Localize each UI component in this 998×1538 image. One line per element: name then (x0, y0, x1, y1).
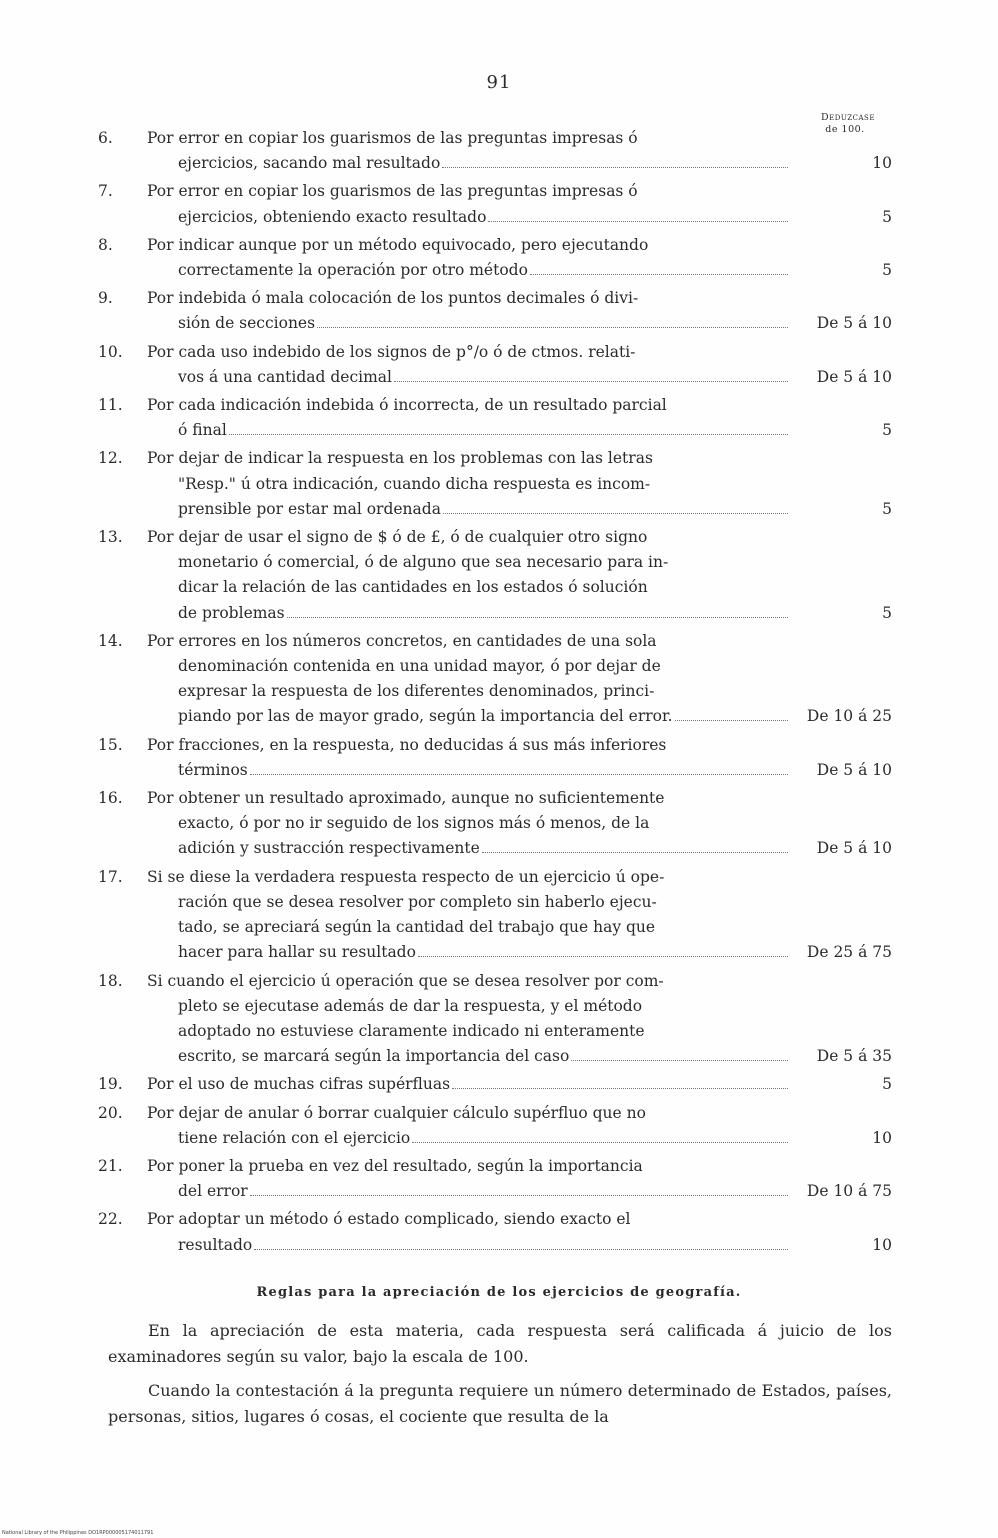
deduction-value: 5 (882, 603, 892, 622)
rule-number: 15. (98, 735, 123, 754)
rule-line: Por indicar aunque por un método equivocado, pero ejecutando (147, 235, 649, 254)
rule-line: Por dejar de indicar la respuesta en los problemas con las letras (147, 449, 653, 468)
rule-line (147, 836, 792, 861)
deduction-value: De 10 á 25 (806, 707, 892, 726)
rule-line (147, 205, 792, 230)
rule-line-text: hacer para hallar su resultado (178, 943, 416, 962)
dot-leader (452, 1088, 788, 1089)
rule-text (147, 525, 792, 626)
rule-line (147, 497, 792, 522)
rule-line: Por obtener un resultado aproximado, aunque no suficientemente (147, 789, 665, 808)
rule-item (0, 629, 998, 730)
rule-text (147, 446, 792, 522)
rule-line-text: Por el uso de muchas cifras supérfluas (147, 1075, 451, 1094)
rule-line: Por indebida ó mala colocación de los puntos decimales ó divi- (147, 289, 639, 308)
dot-leader (317, 327, 788, 328)
rule-line: Por fracciones, en la respuesta, no deducidas á sus más inferiores (147, 735, 667, 754)
section-title: Reglas para la apreciación de los ejercicios de geografía. (256, 1285, 742, 1300)
rule-line: adoptado no estuviese claramente indicado ni enteramente (178, 1021, 645, 1040)
rule-line-text: resultado (178, 1235, 253, 1254)
rule-number: 20. (98, 1103, 123, 1122)
rule-line: Si se diese la verdadera respuesta respecto de un ejercicio ú ope- (147, 867, 665, 886)
rule-item (0, 126, 998, 176)
rule-item (0, 525, 998, 626)
rule-item (0, 733, 998, 783)
rule-line: Por dejar de usar el signo de $ ó de £, ó de cualquier otro signo (147, 528, 648, 547)
rule-item (0, 340, 998, 390)
body-paragraphs (108, 1318, 892, 1438)
rule-line: dicar la relación de las cantidades en los estados ó solución (178, 578, 648, 597)
column-header-bottom: de 100. (825, 124, 865, 135)
page-number: 91 (486, 72, 512, 93)
rule-item (0, 233, 998, 283)
rule-line: Por adoptar un método ó estado complicado, siendo exacto el (147, 1210, 631, 1229)
dot-leader (571, 1060, 788, 1061)
rule-line-text: términos (178, 760, 248, 779)
rule-number: 18. (98, 971, 123, 990)
rule-line-text: escrito, se marcará según la importancia del caso (178, 1047, 570, 1066)
deduction-value: 10 (872, 154, 892, 173)
rule-number: 22. (98, 1210, 123, 1229)
rule-line: pleto se ejecutase además de dar la respuesta, y el método (178, 996, 643, 1015)
rule-line: Por dejar de anular ó borrar cualquier cálculo supérfluo que no (147, 1103, 646, 1122)
rule-number: 17. (98, 867, 123, 886)
rule-line (147, 704, 792, 729)
rule-line (147, 1179, 792, 1204)
deduction-value: De 5 á 10 (816, 760, 892, 779)
rule-number: 16. (98, 789, 123, 808)
rule-line-text: del error (178, 1182, 248, 1201)
deduction-value: 5 (882, 421, 892, 440)
deduction-value: De 5 á 10 (816, 314, 892, 333)
rule-text (147, 340, 792, 390)
rule-number: 19. (98, 1075, 123, 1094)
rule-line: expresar la respuesta de los diferentes denominados, princi- (178, 682, 655, 701)
rule-line: monetario ó comercial, ó de alguno que sea necesario para in- (178, 553, 669, 572)
paragraph: En la apreciación de esta materia, cada respuesta será calificada á juicio de los examinadores según su valor, bajo la escala de 100. (108, 1321, 892, 1366)
rule-item (0, 969, 998, 1070)
rule-line (147, 311, 792, 336)
rule-number: 10. (98, 342, 123, 361)
rule-text (147, 126, 792, 176)
deduction-value: 5 (882, 499, 892, 518)
rule-item (0, 179, 998, 229)
dot-leader (412, 1142, 788, 1143)
rule-text (147, 233, 792, 283)
deduction-value: De 5 á 10 (816, 839, 892, 858)
dot-leader (482, 852, 788, 853)
rule-line-text: ó final (178, 421, 227, 440)
rule-line-text: ejercicios, sacando mal resultado (178, 154, 441, 173)
rule-text (147, 1072, 792, 1097)
rule-text (147, 786, 792, 862)
dot-leader (443, 513, 788, 514)
rule-text (147, 1154, 792, 1204)
rule-line (147, 1072, 792, 1097)
dot-leader (394, 381, 788, 382)
deduction-value: De 25 á 75 (806, 943, 892, 962)
rule-line: ración que se desea resolver por completo sin haberlo ejecu- (178, 892, 657, 911)
dot-leader (442, 167, 788, 168)
rule-line: "Resp." ú otra indicación, cuando dicha respuesta es incom- (178, 474, 651, 493)
dot-leader (229, 434, 788, 435)
dot-leader (675, 720, 788, 721)
rule-line-text: de problemas (178, 603, 285, 622)
rule-line (147, 940, 792, 965)
rule-text (147, 286, 792, 336)
deduction-value: 5 (882, 207, 892, 226)
rule-number: 9. (98, 289, 113, 308)
column-header-top: Deduzcase (821, 112, 875, 123)
deduction-value: De 10 á 75 (806, 1182, 892, 1201)
rule-number: 7. (98, 182, 113, 201)
dot-leader (530, 274, 788, 275)
dot-leader (418, 956, 788, 957)
library-footer: National Library of the Philippines DO1RP000005174011791 (2, 1530, 154, 1536)
rule-number: 12. (98, 449, 123, 468)
rule-line-text: ejercicios, obteniendo exacto resultado (178, 207, 487, 226)
rule-line-text: piando por las de mayor grado, según la importancia del error. (178, 707, 673, 726)
rule-item (0, 446, 998, 522)
rule-line (147, 1044, 792, 1069)
rule-line-text: correctamente la operación por otro método (178, 261, 528, 280)
rule-line: Por poner la prueba en vez del resultado, según la importancia (147, 1156, 643, 1175)
rule-text (147, 179, 792, 229)
rule-line (147, 418, 792, 443)
rule-text (147, 969, 792, 1070)
rule-line (147, 758, 792, 783)
rule-item (0, 1101, 998, 1151)
rule-line: exacto, ó por no ir seguido de los signos más ó menos, de la (178, 814, 650, 833)
rule-line (147, 1126, 792, 1151)
rule-item (0, 1072, 998, 1097)
rule-line-text: tiene relación con el ejercicio (178, 1128, 411, 1147)
rule-number: 8. (98, 235, 113, 254)
rule-line-text: sión de secciones (178, 314, 316, 333)
rule-text (147, 1207, 792, 1257)
rule-line-text: prensible por estar mal ordenada (178, 499, 441, 518)
dot-leader (250, 774, 788, 775)
deduction-value: 5 (882, 1075, 892, 1094)
rule-number: 21. (98, 1156, 123, 1175)
rule-item (0, 1154, 998, 1204)
rule-text (147, 393, 792, 443)
rule-line (147, 258, 792, 283)
rule-line: tado, se apreciará según la cantidad del trabajo que hay que (178, 918, 656, 937)
deduction-value: 10 (872, 1235, 892, 1254)
deduction-value: De 5 á 10 (816, 367, 892, 386)
rule-line (147, 1233, 792, 1258)
rules-list (0, 126, 998, 1261)
rule-number: 6. (98, 129, 113, 147)
dot-leader (250, 1195, 788, 1196)
rule-text (147, 1101, 792, 1151)
rule-number: 11. (98, 396, 123, 415)
rule-line (147, 151, 792, 176)
rule-item (0, 865, 998, 966)
rule-item (0, 786, 998, 862)
rule-line: Por cada uso indebido de los signos de p°/o ó de ctmos. relati- (147, 342, 636, 361)
rule-line (147, 601, 792, 626)
dot-leader (287, 617, 788, 618)
rule-line: denominación contenida en una unidad mayor, ó por dejar de (178, 657, 661, 676)
rule-line (147, 365, 792, 390)
deduction-value: 5 (882, 261, 892, 280)
rule-line: Por error en copiar los guarismos de las preguntas impresas ó (147, 182, 638, 201)
rule-line: Por cada indicación indebida ó incorrecta, de un resultado parcial (147, 396, 667, 415)
dot-leader (488, 221, 788, 222)
rule-text (147, 865, 792, 966)
rule-number: 13. (98, 528, 123, 547)
deduction-value: De 5 á 35 (816, 1047, 892, 1066)
rule-item (0, 393, 998, 443)
dot-leader (254, 1249, 788, 1250)
rule-text (147, 629, 792, 730)
rule-line-text: vos á una cantidad decimal (178, 367, 393, 386)
rule-item (0, 1207, 998, 1257)
rule-item (0, 286, 998, 336)
deduction-value: 10 (872, 1128, 892, 1147)
rule-line: Por errores en los números concretos, en cantidades de una sola (147, 631, 657, 650)
paragraph: Cuando la contestación á la pregunta requiere un número determinado de Estados, países, personas, sitios, lugares ó cosas, el cociente que resulta de la (108, 1381, 892, 1426)
rule-line-text: adición y sustracción respectivamente (178, 839, 480, 858)
rule-text (147, 733, 792, 783)
rule-line: Por error en copiar los guarismos de las preguntas impresas ó (147, 129, 638, 147)
rule-number: 14. (98, 631, 123, 650)
rule-line: Si cuando el ejercicio ú operación que se desea resolver por com- (147, 971, 664, 990)
